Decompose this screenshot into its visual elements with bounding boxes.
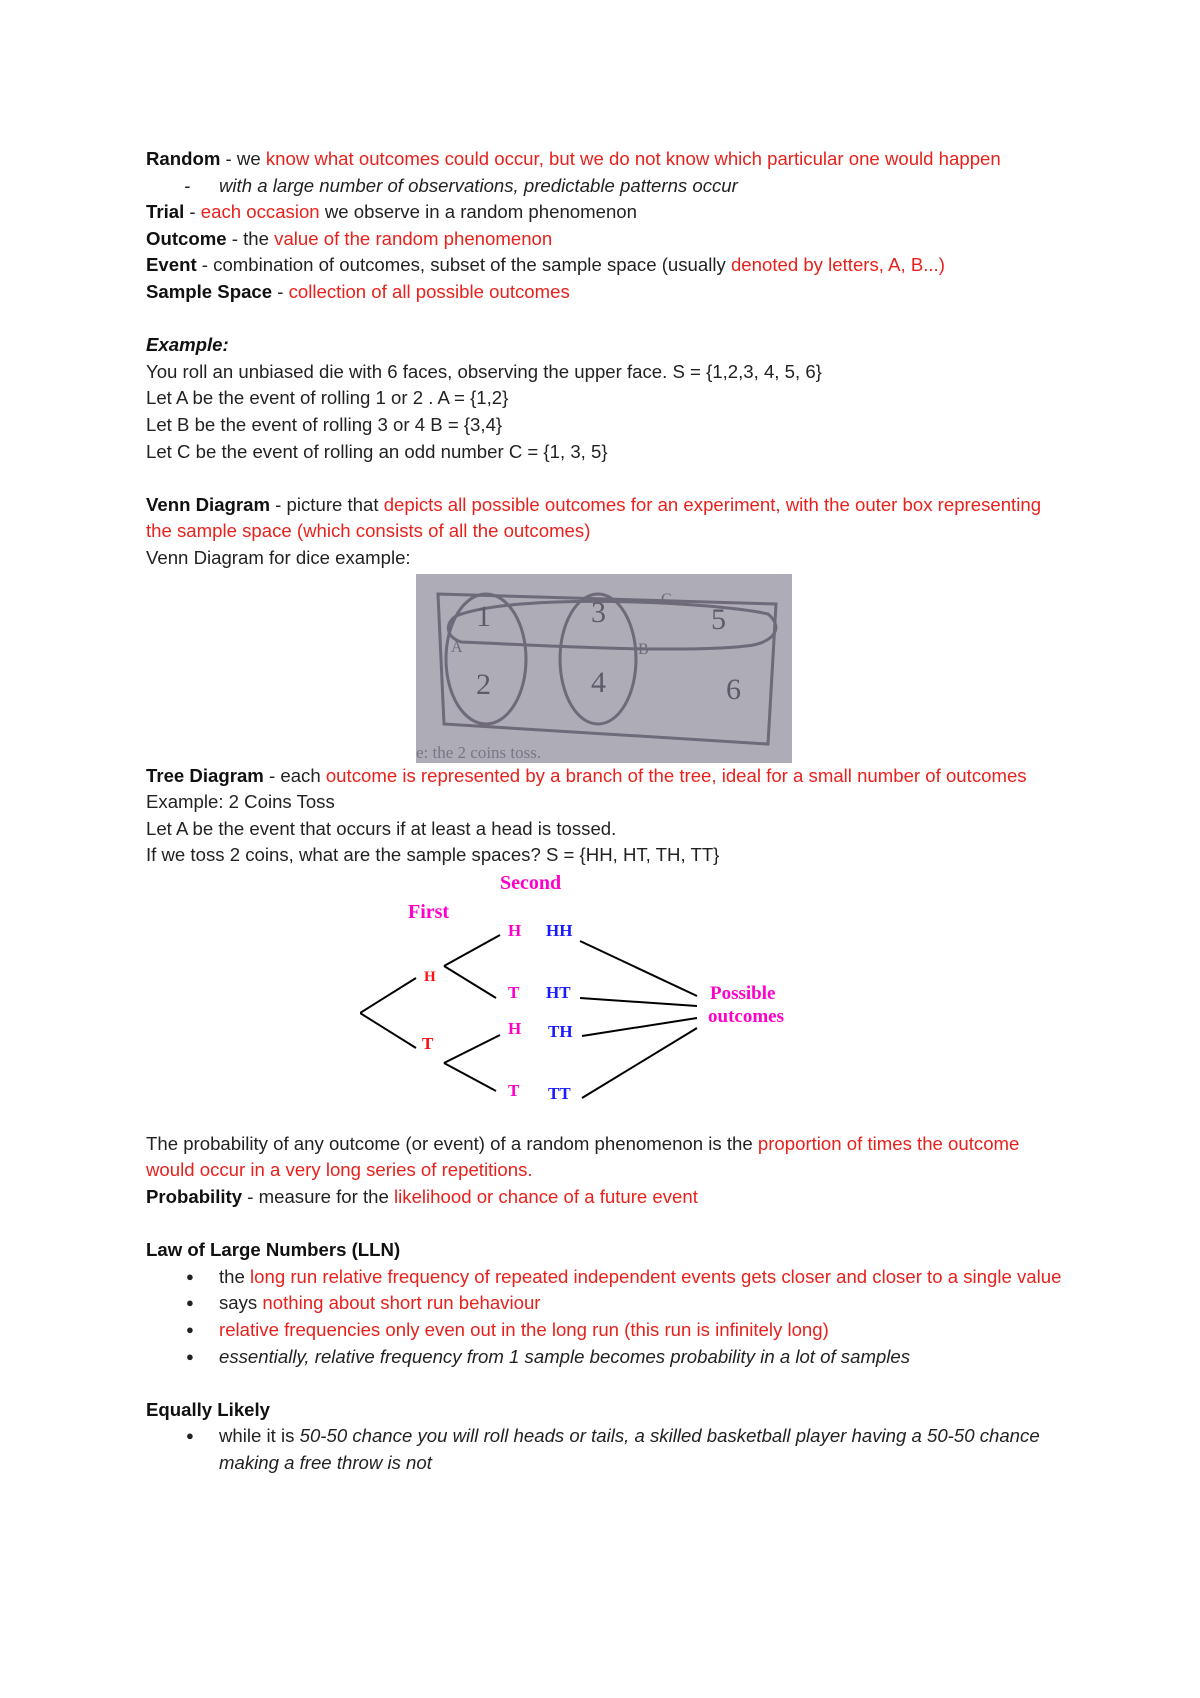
tree-node-first-t: T	[422, 1033, 434, 1053]
tree-outcome-tt: TT	[548, 1083, 571, 1103]
venn-number-4: 4	[591, 665, 606, 699]
list-item: ● says nothing about short run behaviour	[146, 1290, 1066, 1317]
equally-likely-list	[146, 1423, 1066, 1476]
example-line: Let A be the event of rolling 1 or 2 . A = {1,2}	[146, 387, 509, 409]
example-line: You roll an unbiased die with 6 faces, observing the upper face. S = {1,2,3, 4, 5, 6}	[146, 360, 822, 382]
tree-outcomes-label: outcomes	[708, 1005, 784, 1027]
venn-footer-text: e: the 2 coins toss.	[416, 742, 542, 762]
definition-sample-space: Sample Space - collection of all possible outcomes	[146, 280, 570, 302]
venn-caption: Venn Diagram for dice example:	[146, 546, 411, 568]
lln-list	[146, 1264, 1066, 1370]
tree-node-second-h1: H	[508, 920, 522, 940]
tree-label-second: Second	[500, 871, 562, 894]
tree-outcome-ht: HT	[546, 982, 571, 1002]
bullet-icon: ●	[186, 1322, 194, 1338]
example-line: Let C be the event of rolling an odd number C = {1, 3, 5}	[146, 440, 608, 462]
probability-paragraph: The probability of any outcome (or event) of a random phenomenon is the proportion of times the outcome would occur in a very long series of repetitions.	[146, 1132, 1020, 1181]
tree-example-line: Example: 2 Coins Toss	[146, 791, 335, 813]
bullet-icon: ●	[186, 1295, 194, 1311]
tree-outcome-hh: HH	[546, 920, 573, 940]
venn-number-3: 3	[591, 595, 606, 629]
document-page	[146, 146, 1066, 1477]
definition-random: Random - we know what outcomes could occur, but we do not know which particular one would happen	[146, 148, 1001, 169]
tree-node-first-h: H	[424, 968, 436, 985]
venn-number-1: 1	[476, 599, 491, 633]
definition-event: Event - combination of outcomes, subset of the sample space (usually denoted by letters, A, B...)	[146, 254, 945, 276]
list-item: ● while it is 50-50 chance you will roll heads or tails, a skilled basketball player having a 50-50 chance making a free throw is not	[186, 1425, 1040, 1473]
tree-node-second-t1: T	[508, 982, 520, 1002]
equally-likely-heading: Equally Likely	[146, 1398, 271, 1420]
list-item: ● essentially, relative frequency from 1 sample becomes probability in a lot of samples	[146, 1344, 1066, 1371]
tree-node-second-h2: H	[508, 1018, 522, 1038]
tree-example-line: Let A be the event that occurs if at least a head is tossed.	[146, 817, 617, 839]
venn-letter-c: C	[661, 590, 672, 608]
tree-node-second-t2: T	[508, 1080, 520, 1100]
venn-number-6: 6	[726, 672, 741, 706]
example-line: Let B be the event of rolling 3 or 4 B = {3,4}	[146, 413, 503, 435]
venn-letter-b: B	[638, 640, 649, 658]
definition-probability: Probability - measure for the likelihood or chance of a future event	[146, 1186, 698, 1208]
venn-number-2: 2	[476, 667, 491, 701]
tree-label-first: First	[408, 900, 450, 923]
venn-diagram-photo	[416, 574, 792, 763]
definition-trial: Trial - each occasion we observe in a random phenomenon	[146, 201, 637, 223]
tree-outcome-th: TH	[548, 1021, 573, 1041]
bullet-icon: ●	[186, 1268, 194, 1284]
list-item: ● the long run relative frequency of repeated independent events gets closer and closer to a single value	[146, 1264, 1066, 1291]
example-heading: Example:	[146, 334, 229, 356]
list-item: ● relative frequencies only even out in the long run (this run is infinitely long)	[146, 1317, 1066, 1344]
bullet-icon: ●	[186, 1428, 194, 1444]
bullet-icon: ●	[186, 1348, 194, 1364]
definition-tree: Tree Diagram - each outcome is represented by a branch of the tree, ideal for a small number of outcomes	[146, 764, 1027, 786]
definition-venn: Venn Diagram - picture that depicts all possible outcomes for an experiment, with the outer box representing the sample space (which consists of all the outcomes)	[146, 493, 1042, 542]
tree-diagram	[360, 873, 840, 1127]
tree-example-line: If we toss 2 coins, what are the sample spaces? S = {HH, HT, TH, TT}	[146, 844, 720, 866]
lln-heading: Law of Large Numbers (LLN)	[146, 1239, 401, 1261]
venn-number-5: 5	[711, 602, 726, 636]
random-subpoint: - with a large number of observations, predictable patterns occur	[184, 174, 738, 196]
definition-outcome: Outcome - the value of the random phenomenon	[146, 227, 553, 249]
venn-letter-a: A	[451, 638, 463, 656]
tree-possible-label: Possible	[710, 982, 776, 1004]
